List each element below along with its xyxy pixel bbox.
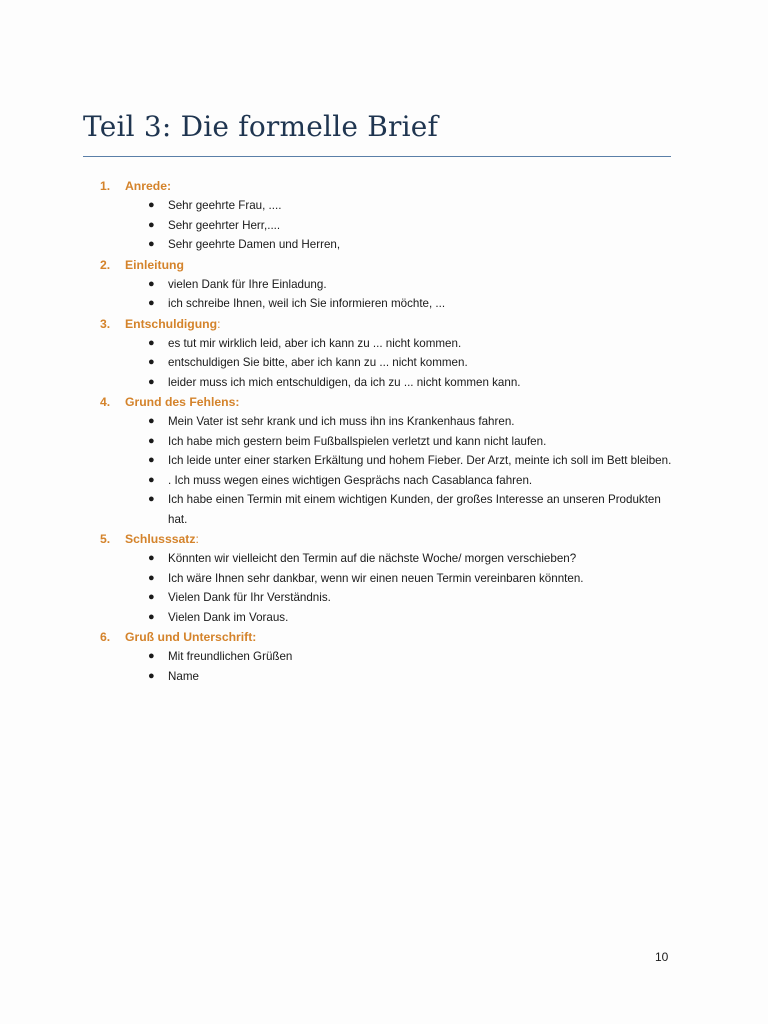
bullet-icon: ● [148,454,155,466]
section-title: Entschuldigung [125,316,218,331]
bullet-icon: ● [148,610,155,623]
bullet-icon: ● [148,375,155,388]
list-item-text: Sehr geehrter Herr,.... [168,218,281,232]
section-schlusssatz [100,529,680,627]
bullet-icon: ● [148,473,155,486]
list-item [148,451,680,471]
list-item [148,412,680,432]
list-item [148,353,680,373]
bullet-icon: ● [148,356,155,368]
section-title-suffix: : [195,532,199,546]
bullet-list [100,334,680,393]
section-number: 2. [100,257,111,272]
section-anrede [100,176,680,255]
section-grund-des-fehlens [100,392,680,529]
list-item-text: leider muss ich mich entschuldigen, da ich zu ... nicht kommen kann. [168,375,521,389]
section-title-suffix: : [217,316,221,331]
list-item-text: vielen Dank für Ihre Einladung. [168,277,327,291]
section-number: 6. [100,630,111,644]
section-number: 4. [100,395,111,409]
bullet-list [100,412,680,529]
list-item-text: Mein Vater ist sehr krank und ich muss ihn ins Krankenhaus fahren. [168,415,515,428]
list-item [148,608,680,628]
list-item-text: Name [168,669,199,683]
section-heading [100,392,680,412]
section-number: 5. [100,532,111,546]
section-heading [100,314,680,334]
bullet-icon: ● [148,297,155,309]
title-underline [83,156,671,157]
section-title: Grund des Fehlens: [125,395,240,409]
list-item [148,569,680,589]
list-item [148,588,680,608]
bullet-icon: ● [148,277,155,290]
list-item [148,667,680,687]
list-item-text: entschuldigen Sie bitte, aber ich kann zu ... nicht kommen. [168,356,468,369]
bullet-icon: ● [148,591,155,603]
list-item-text: Könnten wir vielleicht den Termin auf die nächste Woche/ morgen verschieben? [168,552,577,565]
bullet-icon: ● [148,669,155,682]
bullet-icon: ● [148,336,155,349]
list-item [148,216,680,236]
list-item [148,432,680,452]
list-item-text: . Ich muss wegen eines wichtigen Gesprächs nach Casablanca fahren. [168,473,533,487]
section-heading [100,529,680,549]
list-item [148,235,680,255]
list-item [148,196,680,216]
page-title: Teil 3: Die formelle Brief [83,110,439,143]
section-number: 3. [100,316,111,331]
list-item [148,549,680,569]
list-item-text: Ich habe einen Termin mit einem wichtigen Kunden, der großes Interesse an unseren Produkten hat. [168,493,661,526]
section-heading [100,255,680,275]
list-item [148,471,680,491]
section-title: Gruß und Unterschrift: [125,630,257,644]
page-number: 10 [655,950,669,964]
list-item [148,647,680,667]
section-heading [100,176,680,196]
list-item [148,275,680,295]
bullet-icon: ● [148,218,155,231]
section-title: Schlusssatz [125,532,196,546]
bullet-list [100,647,680,686]
list-item [148,334,680,354]
sections-list [100,176,680,686]
bullet-icon: ● [148,199,155,211]
list-item-text: ich schreibe Ihnen, weil ich Sie informieren möchte, ... [168,297,446,310]
bullet-icon: ● [148,415,155,427]
section-einleitung [100,255,680,314]
section-number: 1. [100,179,111,193]
list-item [148,294,680,314]
list-item-text: Ich wäre Ihnen sehr dankbar, wenn wir einen neuen Termin vereinbaren könnten. [168,571,584,585]
list-item-text: es tut mir wirklich leid, aber ich kann zu ... nicht kommen. [168,336,462,350]
bullet-icon: ● [148,238,155,250]
list-item-text: Vielen Dank für Ihr Verständnis. [168,591,331,604]
bullet-icon: ● [148,493,155,505]
section-gruss-und-unterschrift [100,627,680,686]
list-item-text: Ich leide unter einer starken Erkältung und hohem Fieber. Der Arzt, meinte ich soll im Bett bleiben. [168,454,672,467]
list-item-text: Vielen Dank im Voraus. [168,610,289,624]
list-item-text: Sehr geehrte Damen und Herren, [168,238,341,251]
list-item-text: Ich habe mich gestern beim Fußballspielen verletzt und kann nicht laufen. [168,434,547,448]
bullet-icon: ● [148,650,155,662]
section-title: Einleitung [125,257,184,272]
section-title: Anrede: [125,179,172,193]
bullet-list [100,549,680,627]
bullet-icon: ● [148,552,155,564]
bullet-list [100,275,680,314]
bullet-icon: ● [148,571,155,584]
list-item [148,373,680,393]
bullet-icon: ● [148,434,155,447]
list-item-text: Sehr geehrte Frau, .... [168,199,282,212]
list-item [148,490,680,529]
bullet-list [100,196,680,255]
section-entschuldigung [100,314,680,393]
list-item-text: Mit freundlichen Grüßen [168,650,293,663]
section-heading [100,627,680,647]
